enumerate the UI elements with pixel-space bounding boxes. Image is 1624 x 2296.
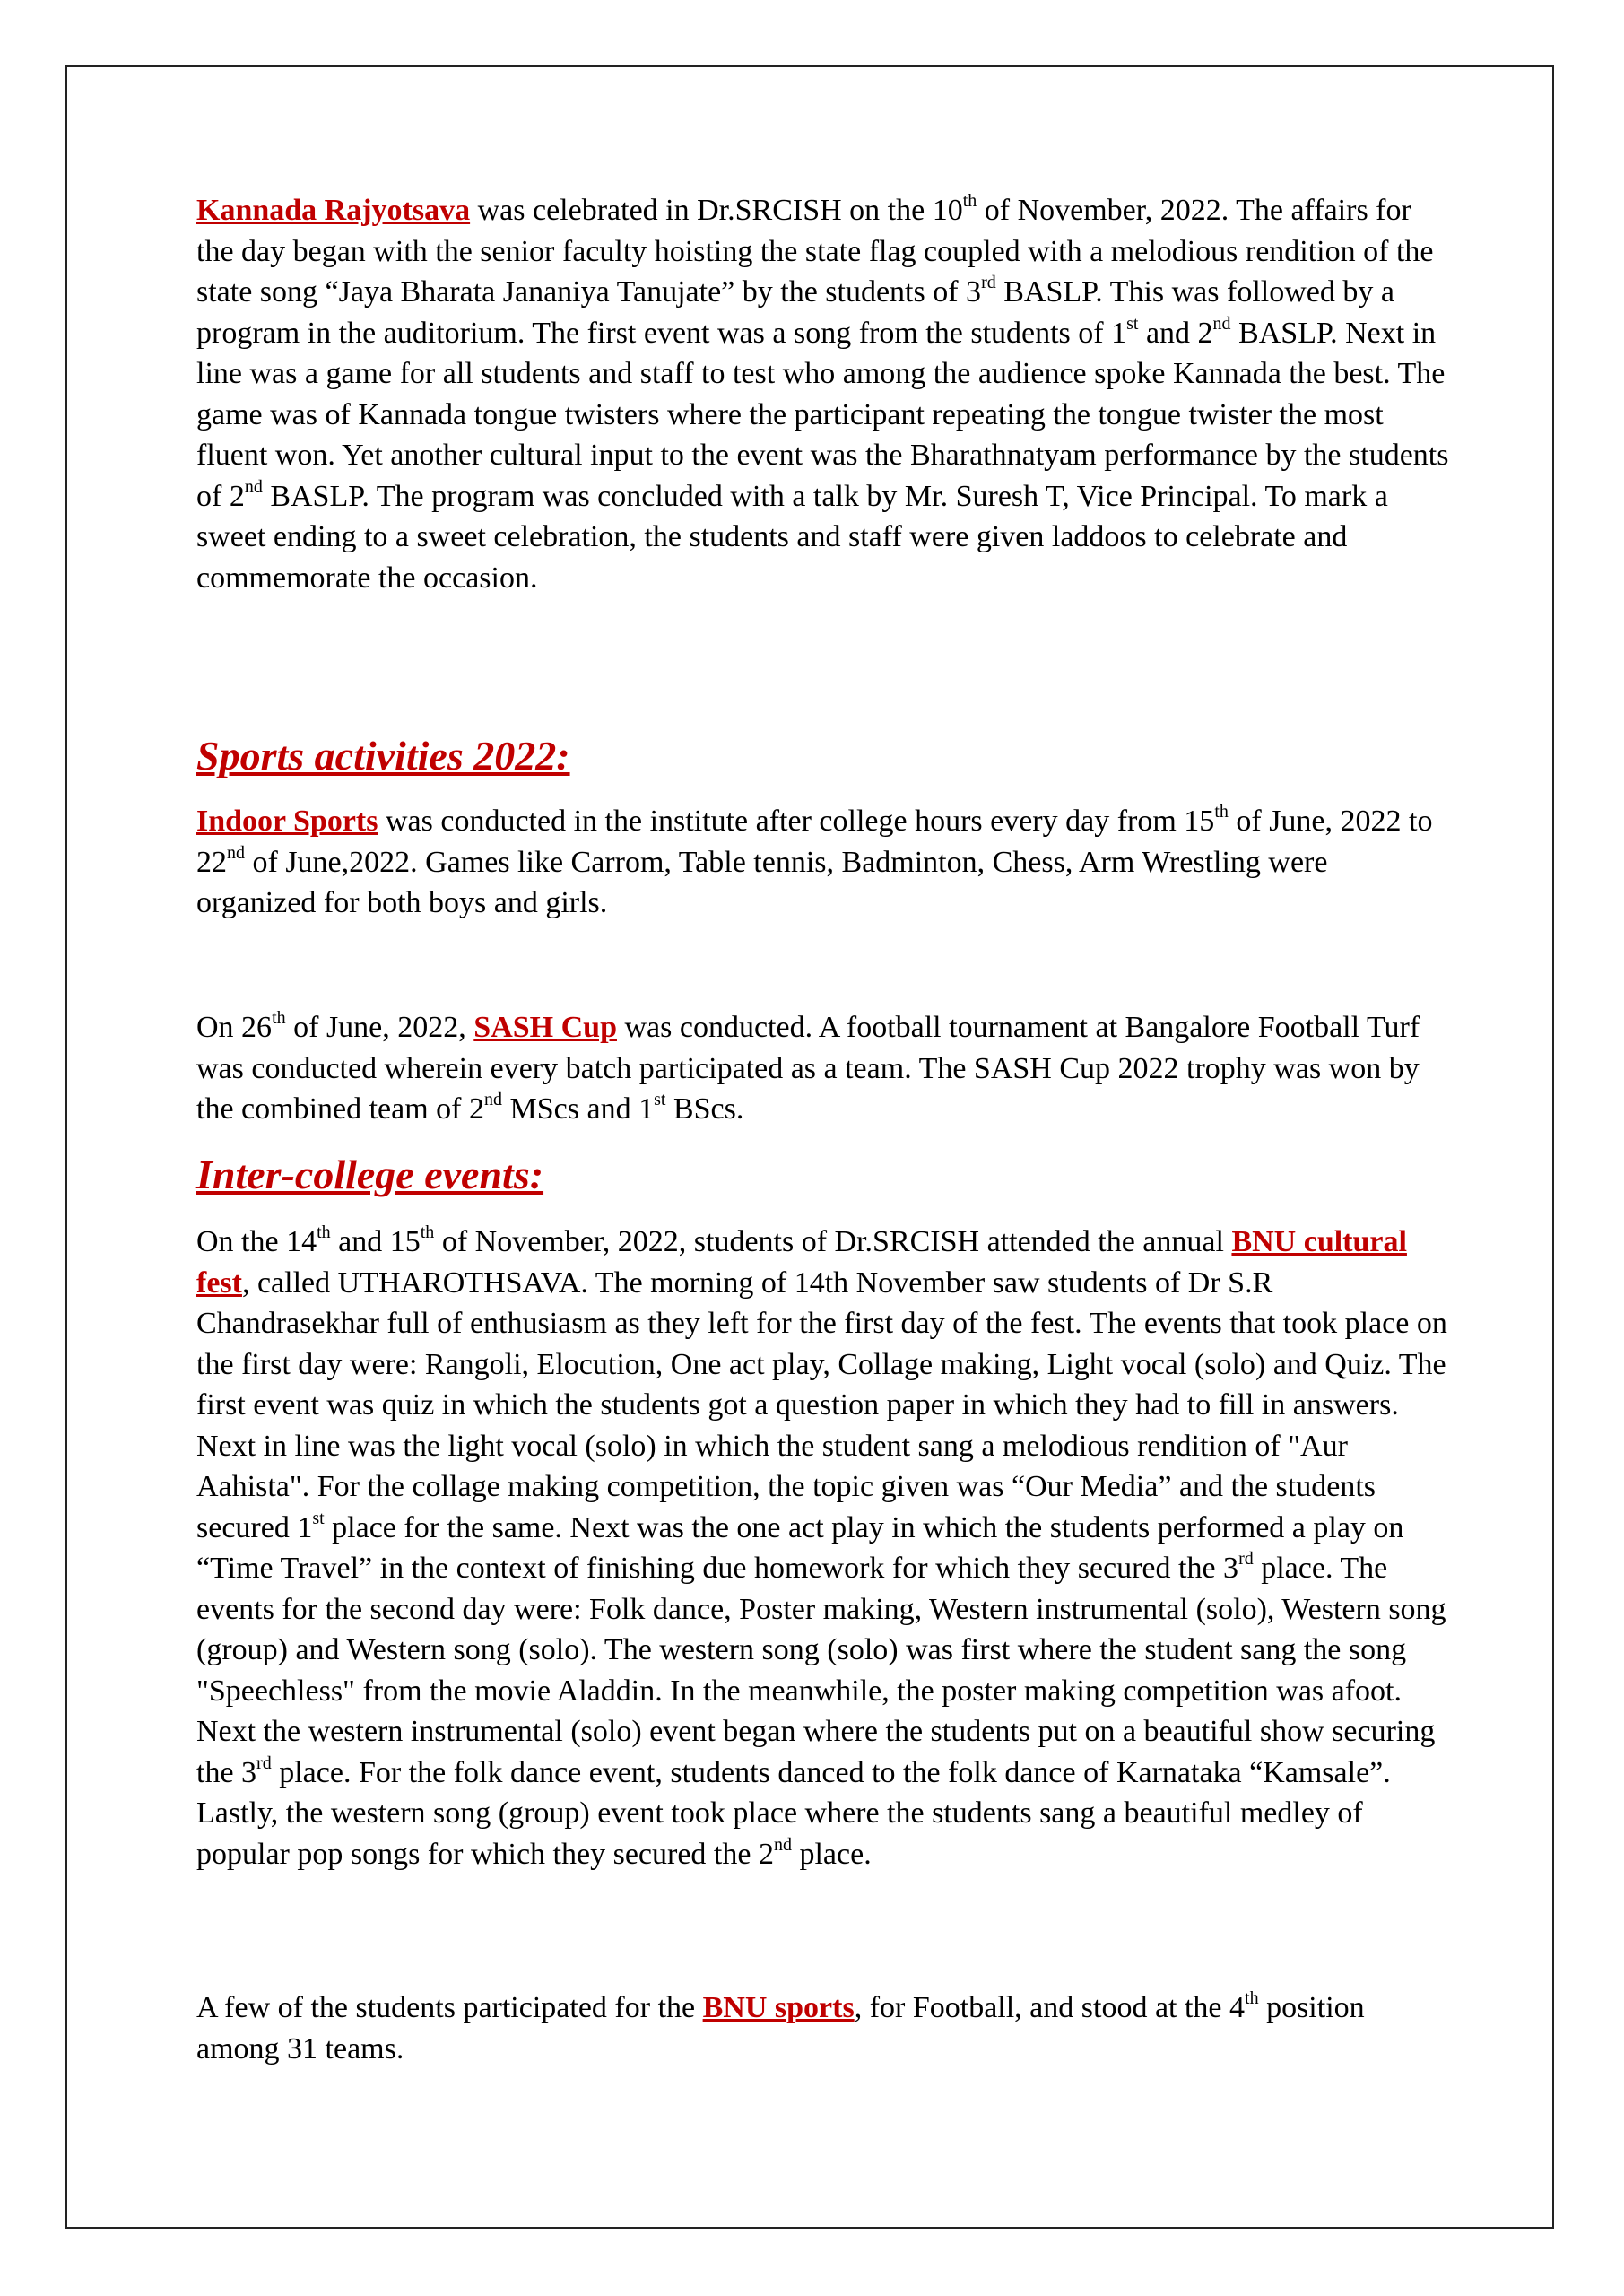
inter-college-events-heading: Inter-college events:: [196, 1152, 544, 1197]
bnu-cultural-fest-paragraph: On the 14th and 15th of November, 2022, students of Dr.SRCISH attended the annual BNU cultural fest, called UTHAROTHSAVA. The morning of 14th November saw students of Dr S.R Chandrasekhar full of enthusiasm as they left for the first day of the fest. The events that took place on the first day were: Rangoli, Elocution, One act play, Collage making, Light vocal (solo) and Quiz. The first event was quiz in which the students got a question paper in which they had to fill in answers. Next in line was the light vocal (solo) in which the student sang a melodious rendition of "Aur Aahista". For the collage making competition, the topic given was “Our Media” and the students secured 1st place for the same. Next was the one act play in which the students performed a play on “Time Travel” in the context of finishing due homework for which they secured the 3rd place. The events for the second day were: Folk dance, Poster making, Western instrumental (solo), Western song (group) and Western song (solo). The western song (solo) was first where the student sang the song "Speechless" from the movie Aladdin. In the meanwhile, the poster making competition was afoot. Next the western instrumental (solo) event began where the students put on a beautiful show securing the 3rd place. For the folk dance event, students danced to the folk dance of Karnataka “Kamsale”. Lastly, the western song (group) event took place where the students sang a beautiful medley of popular pop songs for which they secured the 2nd place.: [196, 1222, 1447, 1871]
kannada-rajyotsava-paragraph: Kannada Rajyotsava was celebrated in Dr.SRCISH on the 10th of November, 2022. The affairs for the day began with the senior faculty hoisting the state flag coupled with a melodious rendition of the state song “Jaya Bharata Jananiya Tanujate” by the students of 3rd BASLP. This was followed by a program in the auditorium. The first event was a song from the students of 1st and 2nd BASLP. Next in line was a game for all students and staff to test who among the audience spoke Kannada the best. The game was of Kannada tongue twisters where the participant repeating the tongue twister the most fluent won. Yet another cultural input to the event was the Bharathnatyam performance by the students of 2nd BASLP. The program was concluded with a talk by Mr. Suresh T, Vice Principal. To mark a sweet ending to a sweet celebration, the students and staff were given laddoos to celebrate and commemorate the occasion.: [196, 191, 1449, 595]
sash-cup-paragraph: On 26th of June, 2022, SASH Cup was conducted. A football tournament at Bangalore Football Turf was conducted wherein every batch participated as a team. The SASH Cup 2022 trophy was won by the combined team of 2nd MScs and 1st BScs.: [196, 1008, 1420, 1126]
kannada-rajyotsava-link[interactable]: Kannada Rajyotsava: [196, 194, 471, 227]
sports-activities-heading: Sports activities 2022:: [196, 733, 570, 778]
bnu-sports-link[interactable]: BNU sports: [702, 1991, 855, 2024]
bnu-sports-paragraph: A few of the students participated for the BNU sports, for Football, and stood at the 4th position among 31 teams.: [196, 1988, 1365, 2066]
indoor-sports-link[interactable]: Indoor Sports: [196, 804, 378, 838]
bnu-cultural-fest-link[interactable]: BNU cultural fest: [196, 1225, 1407, 1300]
indoor-sports-paragraph: Indoor Sports was conducted in the institute after college hours every day from 15th of June, 2022 to 22nd of June,2022. Games like Carrom, Table tennis, Badminton, Chess, Arm Wrestling were organized for both boys and girls.: [196, 802, 1433, 919]
sash-cup-link[interactable]: SASH Cup: [473, 1011, 617, 1044]
